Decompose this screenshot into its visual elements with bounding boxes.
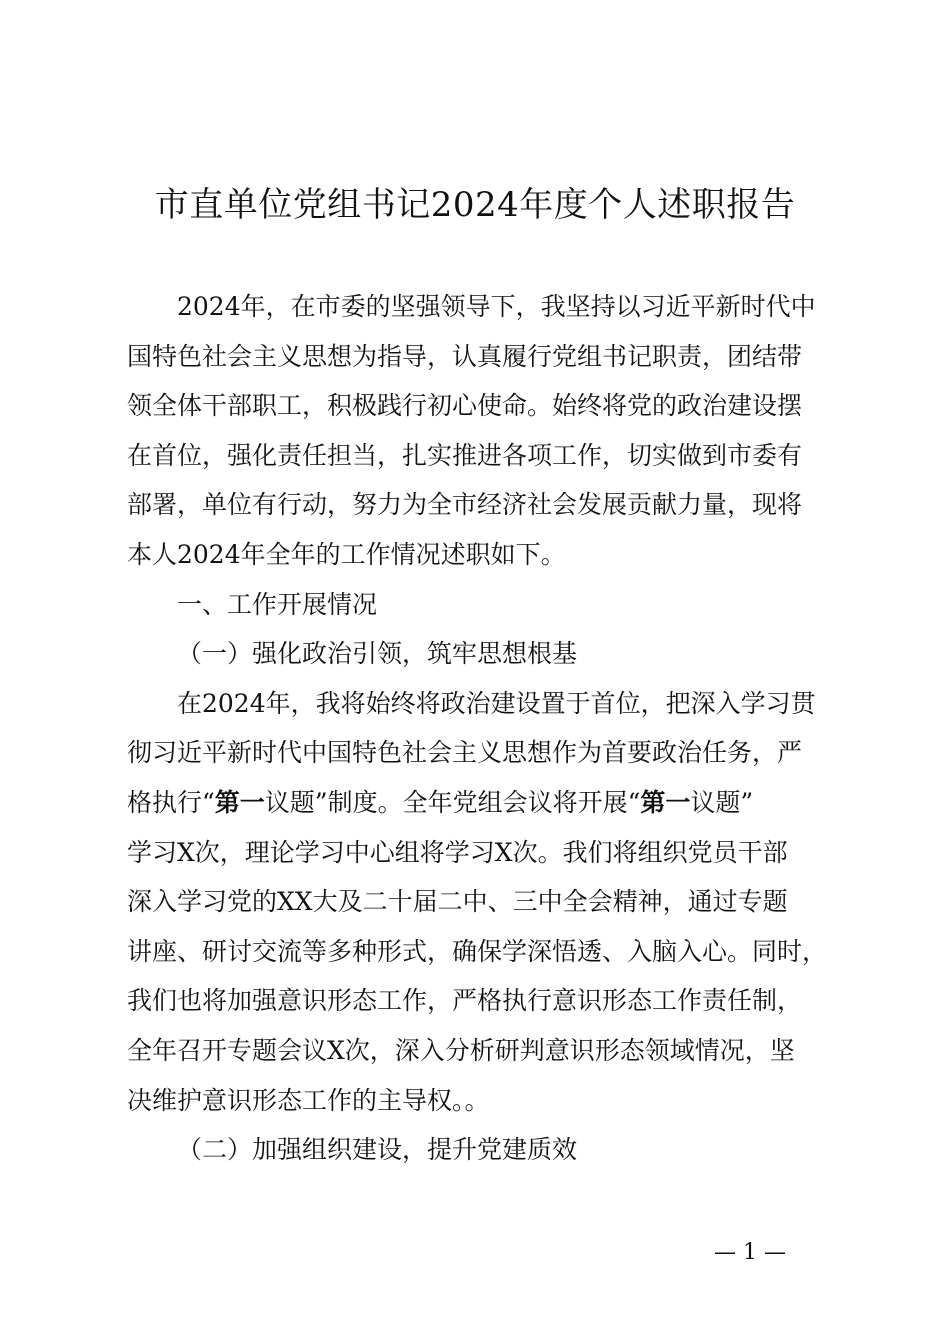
document-title: 市直单位党组书记2024年度个人述职报告 xyxy=(154,185,796,225)
page-number: — 1 — xyxy=(714,1240,786,1265)
text-run: 格执行“ xyxy=(127,787,215,817)
paragraph-line: 领全体干部职工，积极践行初心使命。始终将党的政治建设摆 xyxy=(127,391,803,421)
paragraph-line: 部署，单位有行动，努力为全市经济社会发展贡献力量，现将 xyxy=(127,490,803,520)
paragraph-line: 彻习近平新时代中国特色社会主义思想作为首要政治任务，严 xyxy=(127,738,803,768)
document-body xyxy=(127,282,839,1175)
paragraph-line: 决维护意识形态工作的主导权。。 xyxy=(127,1085,490,1115)
paragraph-line: 2024年，在市委的坚强领导下，我坚持以习近平新时代中 xyxy=(177,292,816,321)
paragraph-line: 我们也将加强意识形态工作，严格执行意识形态工作责任制， xyxy=(127,986,803,1016)
paragraph-line xyxy=(127,778,839,828)
bold-text: 第一 xyxy=(214,787,265,817)
paragraph-line: 深入学习党的XX大及二十届二中、三中全会精神，通过专题 xyxy=(127,887,788,917)
bold-text: 第一 xyxy=(640,787,691,817)
paragraph-line: 国特色社会主义思想为指导，认真履行党组书记职责，团结带 xyxy=(127,341,803,371)
subsection-heading: （一）强化政治引领，筑牢思想根基 xyxy=(177,639,578,669)
paragraph-line: 学习X次，理论学习中心组将学习X次。我们将组织党员干部 xyxy=(127,837,788,867)
paragraph-line: 在首位，强化责任担当，扎实推进各项工作，切实做到市委有 xyxy=(127,440,803,470)
section-heading: 一、工作开展情况 xyxy=(177,589,378,619)
paragraph-line: 在2024年，我将始终将政治建设置于首位，把深入学习贯 xyxy=(177,688,816,718)
text-run: 议题”制度。全年党组会议将开展“ xyxy=(264,787,641,817)
subsection-heading: （二）加强组织建设，提升党建质效 xyxy=(177,1135,578,1165)
paragraph-line: 全年召开专题会议X次，深入分析研判意识形态领域情况，坚 xyxy=(127,1035,795,1065)
paragraph-line: 讲座、研讨交流等多种形式，确保学深悟透、入脑入心。同时， xyxy=(127,936,828,966)
text-run: 议题” xyxy=(690,787,754,817)
paragraph-line: 本人2024年全年的工作情况述职如下。 xyxy=(127,539,566,569)
